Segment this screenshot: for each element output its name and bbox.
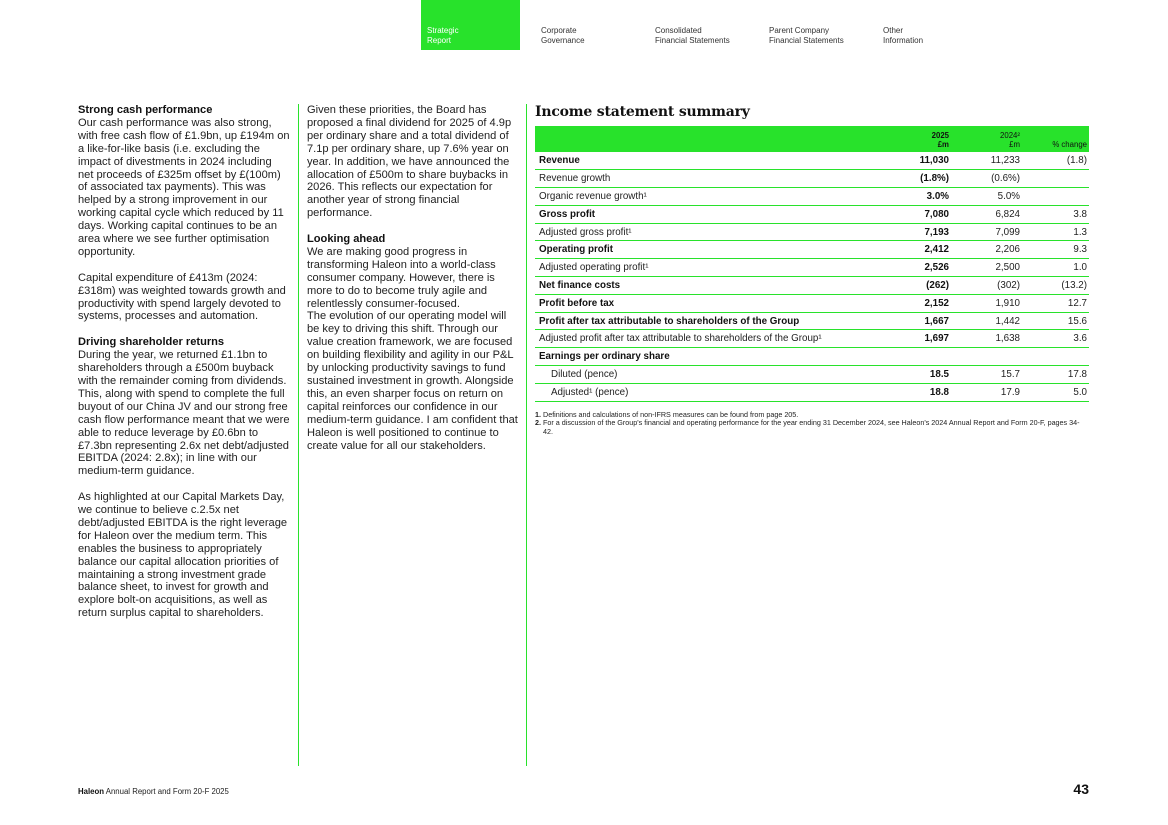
header-2024 [951, 126, 1022, 152]
value-2025: 18.5 [901, 366, 951, 384]
value-2024: 17.9 [951, 383, 1022, 401]
section-heading-looking-ahead: Looking ahead [307, 233, 386, 246]
value-change [1022, 188, 1089, 206]
column-divider [298, 104, 299, 766]
nav-tab-line2: Information [883, 36, 924, 45]
text-column-2 [307, 104, 519, 465]
table-row [535, 152, 1089, 170]
nav-tab-line2: Financial Statements [655, 36, 730, 45]
row-label: Operating profit [535, 241, 901, 259]
value-2025: 11,030 [901, 152, 951, 170]
row-label: Organic revenue growth¹ [535, 188, 901, 206]
table-row [535, 205, 1089, 223]
footnote-number: 1. [535, 409, 541, 419]
row-label: Profit after tax attributable to shareholders of the Group [535, 312, 901, 330]
table-row [535, 294, 1089, 312]
value-2025: (262) [901, 277, 951, 295]
value-2025: 7,193 [901, 223, 951, 241]
value-2024: (302) [951, 277, 1022, 295]
paragraph: During the year, we returned £1.1bn to shareholders through a £500m buyback with the remainder coming from dividends. This, along with spend to complete the full buyout of our China JV and our strong free cash flow performance meant that we were able to reduce leverage by £0.6bn to £7.3bn representing 2.6x net debt/adjusted EBITDA (2024: 2.8x); in line with our medium-term guidance. [78, 349, 290, 478]
footnote-text: For a discussion of the Group's financial and operating performance for the year ending 31 December 2024, see Haleon's 2024 Annual Report and Form 20-F, pages 34-42. [543, 418, 1080, 436]
value-change [1022, 348, 1089, 366]
table-header-row [535, 126, 1089, 152]
row-label: Net finance costs [535, 277, 901, 295]
table-row [535, 330, 1089, 348]
nav-tab-line1: Parent Company [769, 26, 830, 35]
header-year: 2024² [1000, 131, 1020, 140]
value-change: 1.0 [1022, 259, 1089, 277]
header-unit: £m [1009, 140, 1020, 149]
value-2024: 15.7 [951, 366, 1022, 384]
paragraph: As highlighted at our Capital Markets Day, we continue to believe c.2.5x net debt/adjusted EBITDA is the right leverage for Haleon over the medium term. This enables the business to appropriately balance our capital allocation priorities of maintaining a strong investment grade balance sheet, to invest for growth and explore bolt-on acquisitions, as well as return surplus capital to shareholders. [78, 491, 288, 620]
header-unit: £m [937, 140, 949, 149]
table-row [535, 170, 1089, 188]
table-row [535, 277, 1089, 295]
paragraph: The evolution of our operating model will be key to driving this shift. Through our value creation framework, we are focused on building flexibility and agility in our P&L by unlocking productivity savings to fund sustained investment in growth. Alongside this, an even sharper focus on return on capital reinforces our confidence in our medium-term guidance. I am confident that Haleon is well positioned to continue to create value for all our stakeholders. [307, 310, 518, 452]
row-label: Gross profit [535, 205, 901, 223]
value-2024: 1,442 [951, 312, 1022, 330]
row-label: Earnings per ordinary share [535, 348, 901, 366]
value-change: (1.8) [1022, 152, 1089, 170]
value-2024: 7,099 [951, 223, 1022, 241]
row-label: Adjusted¹ (pence) [535, 383, 901, 401]
nav-tab-line1: Strategic [427, 26, 459, 35]
table-row [535, 383, 1089, 401]
nav-tab-line2: Report [427, 36, 452, 45]
value-2025: (1.8%) [901, 170, 951, 188]
income-statement-table [535, 126, 1089, 402]
value-2025: 2,412 [901, 241, 951, 259]
header-change: % change [1052, 140, 1087, 149]
nav-tab-line2: Financial Statements [769, 36, 844, 45]
value-2024: 6,824 [951, 205, 1022, 223]
paragraph: Given these priorities, the Board has proposed a final dividend for 2025 of 4.9p per ordinary share and a total dividend of 7.1p per ordinary share, up 7.6% year on year. In addition, we have announced the allocation of £500m to share buybacks in 2026. This reflects our expectation for another year of strong financial performance. [307, 104, 512, 220]
column-divider [526, 104, 527, 766]
nav-tab-strategic-report[interactable] [421, 0, 520, 50]
table-row [535, 366, 1089, 384]
row-label: Adjusted gross profit¹ [535, 223, 901, 241]
footnotes [535, 411, 1089, 437]
value-2024: (0.6%) [951, 170, 1022, 188]
section-heading-shareholder-returns: Driving shareholder returns [78, 336, 225, 349]
paragraph: We are making good progress in transforming Haleon into a world-class consumer company. However, there is more to do to become truly agile and relentlessly consumer-focused. [307, 245, 496, 310]
table-row [535, 241, 1089, 259]
row-label: Diluted (pence) [535, 366, 901, 384]
value-2024: 1,910 [951, 294, 1022, 312]
value-2025: 7,080 [901, 205, 951, 223]
value-2024 [951, 348, 1022, 366]
table-row [535, 259, 1089, 277]
nav-tab-parent-company-financial-statements[interactable] [763, 0, 877, 50]
value-2025: 3.0% [901, 188, 951, 206]
footer-text: Annual Report and Form 20-F 2025 [105, 787, 229, 796]
value-2024: 1,638 [951, 330, 1022, 348]
value-2024: 2,500 [951, 259, 1022, 277]
nav-tab-line1: Other [883, 26, 904, 35]
row-label: Revenue growth [535, 170, 901, 188]
value-2025: 1,697 [901, 330, 951, 348]
nav-tab-line2: Governance [541, 36, 585, 45]
section-heading-cash: Strong cash performance [78, 104, 213, 116]
value-change: (13.2) [1022, 277, 1089, 295]
page-number: 43 [1073, 781, 1089, 797]
nav-tab-line1: Corporate [541, 26, 577, 35]
value-change: 9.3 [1022, 241, 1089, 259]
value-2025: 1,667 [901, 312, 951, 330]
row-label: Adjusted profit after tax attributable to shareholders of the Group¹ [535, 330, 901, 348]
value-2024: 2,206 [951, 241, 1022, 259]
nav-tab-line1: Consolidated [655, 26, 702, 35]
paragraph: Our cash performance was also strong, with free cash flow of £1.9bn, up £194m on a like-for-like basis (i.e. excluding the impact of divestments in 2024 including net proceeds of £325m offset by £(100m) of associated tax payments). This was helped by a strong improvement in our working capital cycle which reduced by 11 days. Working capital continues to be an area where we see further optimisation opportunity. [78, 116, 290, 258]
value-change: 15.6 [1022, 312, 1089, 330]
paragraph: Capital expenditure of £413m (2024: £318m) was weighted towards growth and productivity with spend largely devoted to systems, processes and automation. [78, 271, 286, 323]
header-label-cell [535, 126, 901, 152]
value-change: 5.0 [1022, 383, 1089, 401]
text-column-1 [78, 104, 290, 633]
top-navigation [421, 0, 991, 50]
table-row [535, 188, 1089, 206]
income-statement-section [535, 104, 1089, 436]
value-2025: 18.8 [901, 383, 951, 401]
value-2024: 11,233 [951, 152, 1022, 170]
footnote-text: Definitions and calculations of non-IFRS measures can be found from page 205. [543, 409, 799, 419]
nav-tab-corporate-governance[interactable] [535, 0, 649, 50]
value-2025: 2,152 [901, 294, 951, 312]
value-2025: 2,526 [901, 259, 951, 277]
value-change: 17.8 [1022, 366, 1089, 384]
value-change: 12.7 [1022, 294, 1089, 312]
footnote [535, 419, 1089, 436]
value-change [1022, 170, 1089, 188]
footnote-number: 2. [535, 418, 541, 428]
row-label: Profit before tax [535, 294, 901, 312]
value-2024: 5.0% [951, 188, 1022, 206]
header-2025 [901, 126, 951, 152]
table-row [535, 348, 1089, 366]
row-label: Adjusted operating profit¹ [535, 259, 901, 277]
brand-name: Haleon [78, 787, 104, 796]
table-title: Income statement summary [535, 104, 750, 120]
value-2025 [901, 348, 951, 366]
table-row [535, 312, 1089, 330]
page-footer [78, 787, 229, 796]
table-row [535, 223, 1089, 241]
header-year: 2025 [931, 131, 949, 140]
value-change: 3.8 [1022, 205, 1089, 223]
value-change: 3.6 [1022, 330, 1089, 348]
nav-tab-consolidated-financial-statements[interactable] [649, 0, 763, 50]
nav-tab-other-information[interactable] [877, 0, 991, 50]
row-label: Revenue [535, 152, 901, 170]
value-change: 1.3 [1022, 223, 1089, 241]
